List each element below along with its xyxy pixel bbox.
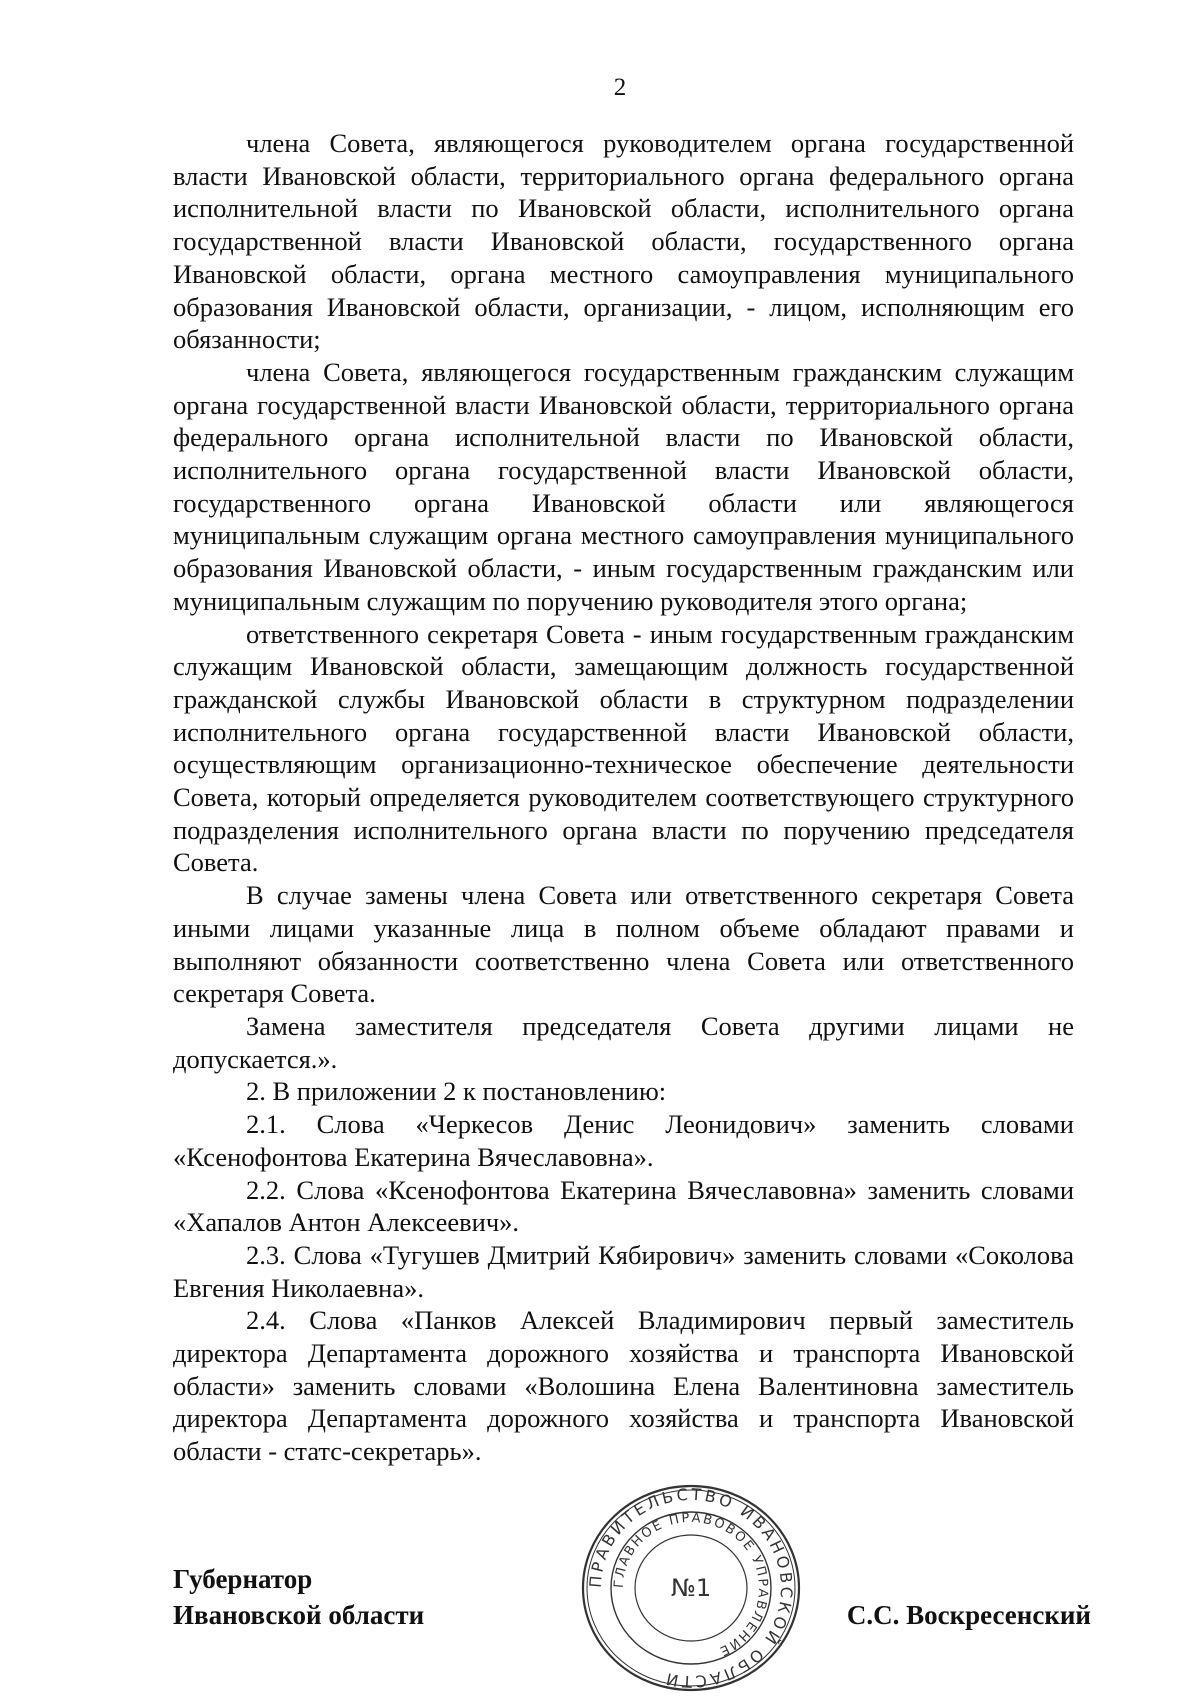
paragraph: члена Совета, являющегося руководителем органа государственной власти Ивановской области, территориального органа федерального органа исполнительной власти по Ивановской области, исполнительного органа государственной власти Ивановской области, государственного органа Ивановской области, органа местного самоуправления муниципального образования Ивановской области, организации, - лицом, исполняющим его обязанности; [173, 128, 1074, 355]
official-seal-stamp [578, 1483, 804, 1693]
paragraph: члена Совета, являющегося государственным гражданским служащим органа государственной власти Ивановской области, территориального органа федерального органа исполнительной власти по Ивановской области, исполнительного органа государственной власти Ивановской области, государственного органа Ивановской области или являющегося муниципальным служащим органа местного самоуправления муниципального образования Ивановской области, - иным государственным гражданским или муниципальным служащим по поручению руководителя этого органа; [173, 356, 1074, 616]
paragraph: 2.3. Слова «Тугушев Дмитрий Кябирович» заменить словами «Соколова Евгения Николаевна». [173, 1239, 1074, 1303]
page-number: 2 [613, 74, 627, 101]
stamp-outer-text: ПРАВИТЕЛЬСТВО ИВАНОВСКОЙ ОБЛАСТИ [585, 1484, 797, 1692]
paragraph: 2.4. Слова «Панков Алексей Владимирович первый заместитель директора Департамента дорожного хозяйства и транспорта Ивановской области» заменить словами «Волошина Елена Валентиновна заместитель директора Департамента дорожного хозяйства и транспорта Ивановской области - статс-секретарь». [173, 1305, 1074, 1467]
paragraph: 2.2. Слова «Ксенофонтова Екатерина Вячеславовна» заменить словами «Хапалов Антон Алексеевич». [173, 1174, 1074, 1238]
paragraph: В случае замены члена Совета или ответственного секретаря Совета иными лицами указанные лица в полном объеме обладают правами и выполняют обязанности соответственно члена Совета или ответственного секретаря Совета. [173, 880, 1074, 1009]
signatory-name: С.С. Воскресенский [846, 1600, 1091, 1630]
stamp-inner-text: ГЛАВНОЕ ПРАВОВОЕ УПРАВЛЕНИЕ [611, 1510, 771, 1659]
paragraph: Замена заместителя председателя Совета другими лицами не допускается.». [173, 1010, 1074, 1074]
signatory-title-line-1: Губернатор [173, 1564, 313, 1594]
paragraph: ответственного секретаря Совета - иным государственным гражданским служащим Ивановской области, замещающим должность государственной гражданской службы Ивановской области в структурном подразделении исполнительного органа государственной власти Ивановской области, осуществляющим организационно-техническое обеспечение деятельности Совета, который определяется руководителем соответствующего структурного подразделения исполнительного органа власти по поручению председателя Совета. [173, 618, 1074, 878]
paragraph: 2. В приложении 2 к постановлению: [246, 1076, 667, 1107]
document-body [173, 127, 1074, 1468]
stamp-center-number: №1 [670, 1574, 712, 1602]
signatory-title-line-2: Ивановской области [173, 1600, 425, 1630]
paragraph: 2.1. Слова «Черкесов Денис Леонидович» заменить словами «Ксенофонтова Екатерина Вячеславовна». [173, 1109, 1074, 1172]
